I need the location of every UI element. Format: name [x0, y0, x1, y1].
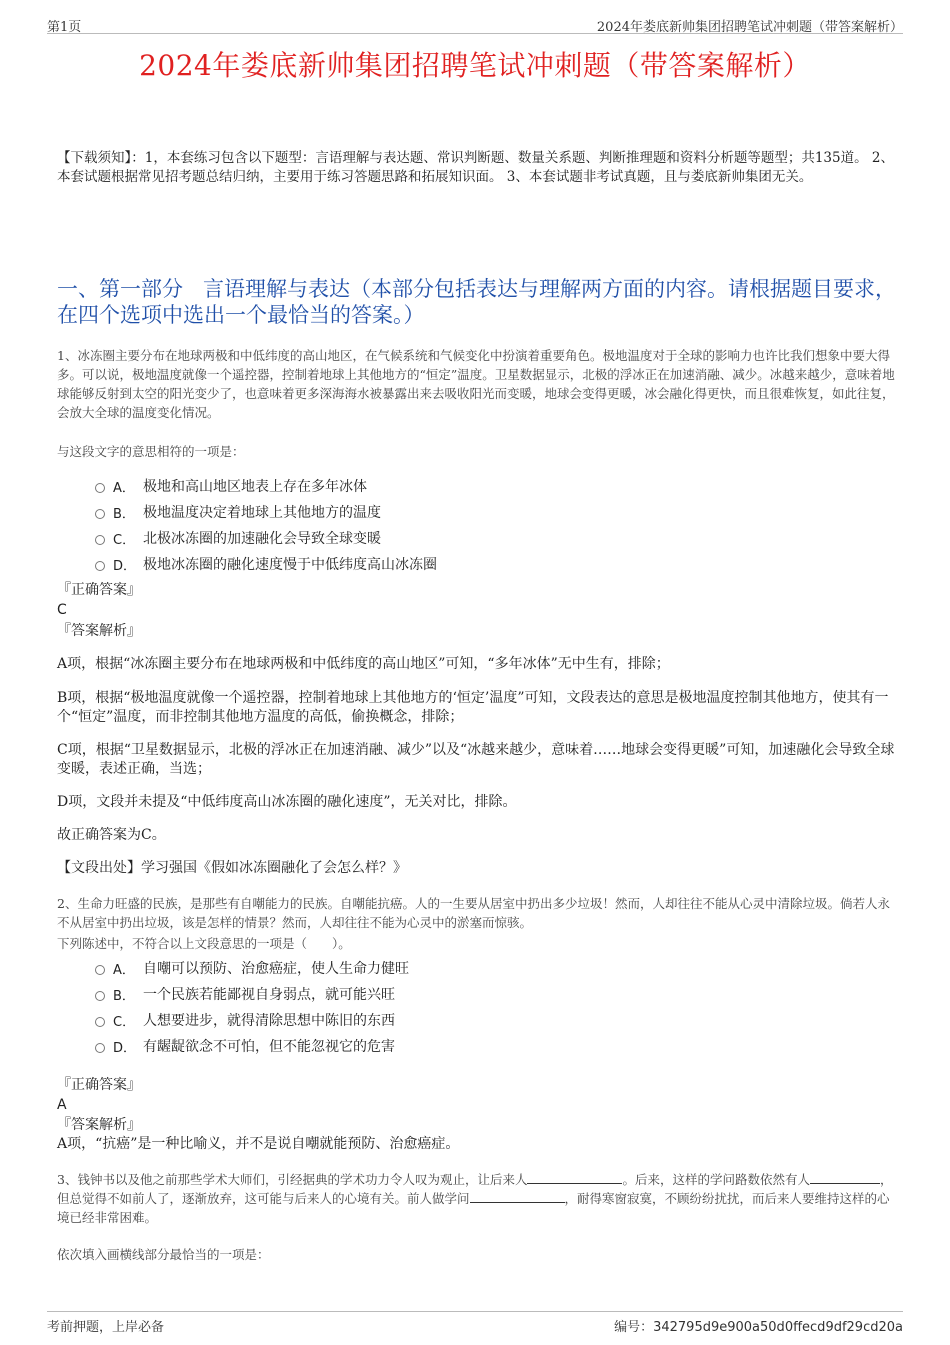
section-prefix: 一、第一部分: [57, 277, 183, 301]
q1-source: 【文段出处】学习强国《假如冰冻圈融化了会怎么样？》: [57, 860, 407, 876]
radio-icon[interactable]: [95, 561, 105, 571]
radio-icon[interactable]: [95, 1017, 105, 1027]
q3-stem: 3、钱钟书以及他之前那些学术大师们，引经据典的学术功力令人叹为观止，让后来人 。后来，这样的学问路数依然有人 ，但总觉得不如前人了，逐渐放弃，这可能与后来人的心境有关。前人做学问 ，耐得寒窗寂寞，不顾纷纷扰扰，而后来人要维持这样的心境已经非常困难。: [57, 1172, 893, 1225]
page-number: 第1页: [47, 20, 82, 35]
section-text: 言语理解与表达（本部分包括表达与理解两方面的内容。请根据题目要求，在四个选项中选出一个最恰当的答案。）: [57, 277, 896, 327]
q1-option-b[interactable]: B． 极地温度决定着地球上其他地方的温度: [95, 499, 795, 525]
q1-conclusion: 故正确答案为C。: [57, 827, 166, 843]
q2-analysis-label: 『答案解析』: [57, 1117, 141, 1133]
radio-icon[interactable]: [95, 483, 105, 493]
q2-analysis: A项，“抗癌”是一种比喻义，并不是说自嘲就能预防、治愈癌症。: [57, 1136, 460, 1152]
q2-option-d[interactable]: D． 有龌龊欲念不可怕，但不能忽视它的危害: [95, 1033, 795, 1059]
radio-icon[interactable]: [95, 1043, 105, 1053]
q2-answer: A: [57, 1097, 67, 1113]
q2-option-a[interactable]: A． 自嘲可以预防、治愈癌症，使人生命力健旺: [95, 955, 795, 981]
q1-option-a[interactable]: A． 极地和高山地区地表上存在多年冰体: [95, 473, 795, 499]
radio-icon[interactable]: [95, 509, 105, 519]
q3-prompt: 依次填入画横线部分最恰当的一项是：: [57, 1247, 270, 1262]
q1-analysis-b: B项，根据“极地温度就像一个遥控器，控制着地球上其他地方的‘恒定’温度”可知，文段表达的意思是极地温度控制其他地方，使其有一个“恒定”温度，而非控制其他地方温度的高低，偷换概念，排除；: [57, 690, 889, 725]
q1-option-c[interactable]: C． 北极冰冻圈的加速融化会导致全球变暖: [95, 525, 795, 551]
fill-blank-3[interactable]: [470, 1191, 565, 1203]
footer-code: 编号：342795d9e900a50d0ffecd9df29cd20a: [614, 1320, 903, 1335]
radio-icon[interactable]: [95, 965, 105, 975]
q2-answer-label: 『正确答案』: [57, 1077, 141, 1093]
q2-stem: 2、生命力旺盛的民族，是那些有自嘲能力的民族。自嘲能抗癌。人的一生要从居室中扔出多少垃圾！然而，人却往往不能从心灵中清除垃圾。倘若人永不从居室中扔出垃圾，该是怎样的情景？然而，人却往往不能为心灵中的淤塞而惊骇。: [57, 896, 890, 930]
q1-analysis-label: 『答案解析』: [57, 623, 141, 639]
q1-prompt: 与这段文字的意思相符的一项是：: [57, 444, 245, 459]
page-title: 2024年娄底新帅集团招聘笔试冲刺题（带答案解析）: [139, 49, 811, 82]
q1-analysis-c: C项，根据“卫星数据显示，北极的浮冰正在加速消融、减少”以及“冰越来越少，意味着……地球会变得更暖”可知，加速融化会导致全球变暖，表述正确，当选；: [57, 742, 895, 777]
fill-blank-2[interactable]: [810, 1172, 880, 1184]
q2-prompt: 下列陈述中，不符合以上文段意思的一项是（ ）。: [57, 936, 351, 951]
radio-icon[interactable]: [95, 535, 105, 545]
q1-answer-label: 『正确答案』: [57, 582, 141, 598]
page-footer: [47, 1311, 903, 1333]
header-doc-title: 2024年娄底新帅集团招聘笔试冲刺题（带答案解析）: [596, 20, 903, 35]
footer-slogan: 考前押题，上岸必备: [47, 1320, 165, 1335]
q1-analysis-d: D项，文段并未提及“中低纬度高山冰冻圈的融化速度”，无关对比，排除。: [57, 794, 517, 810]
page-header: [47, 14, 903, 34]
download-notice: 【下载须知】：1，本套练习包含以下题型：言语理解与表达题、常识判断题、数量关系题、判断推理题和资料分析题等题型；共135道。 2、本套试题根据常见招考题总结归纳，主要用于练习答题思路和拓展知识面。 3、本套试题非考试真题，且与娄底新帅集团无关。: [57, 150, 894, 185]
q1-analysis-a: A项，根据“冰冻圈主要分布在地球两极和中低纬度的高山地区”可知，“多年冰体”无中生有，排除；: [57, 656, 670, 672]
q2-option-c[interactable]: C． 人想要进步，就得清除思想中陈旧的东西: [95, 1007, 795, 1033]
fill-blank-1[interactable]: [527, 1172, 622, 1184]
q1-options: [95, 473, 795, 577]
q2-option-b[interactable]: B． 一个民族若能鄙视自身弱点，就可能兴旺: [95, 981, 795, 1007]
q2-options: [95, 955, 795, 1059]
q1-option-d[interactable]: D． 极地冰冻圈的融化速度慢于中低纬度高山冰冻圈: [95, 551, 795, 577]
radio-icon[interactable]: [95, 991, 105, 1001]
q1-answer: C: [57, 602, 67, 618]
q1-stem: 1、冰冻圈主要分布在地球两极和中低纬度的高山地区，在气候系统和气候变化中扮演着重要角色。极地温度对于全球的影响力也许比我们想象中要大得多。可以说，极地温度就像一个遥控器，控制着地球上其他地方的“恒定”温度。卫星数据显示，北极的浮冰正在加速消融、减少。冰越来越少，意味着地球能够反射到太空的阳光变少了，也意味着更多深海海水被暴露出来去吸收阳光而变暖，地球会变得更暖，冰会融化得更快，而且很难恢复，如此往复，会放大全球的温度变化情况。: [57, 348, 895, 420]
section-heading: [57, 276, 897, 328]
